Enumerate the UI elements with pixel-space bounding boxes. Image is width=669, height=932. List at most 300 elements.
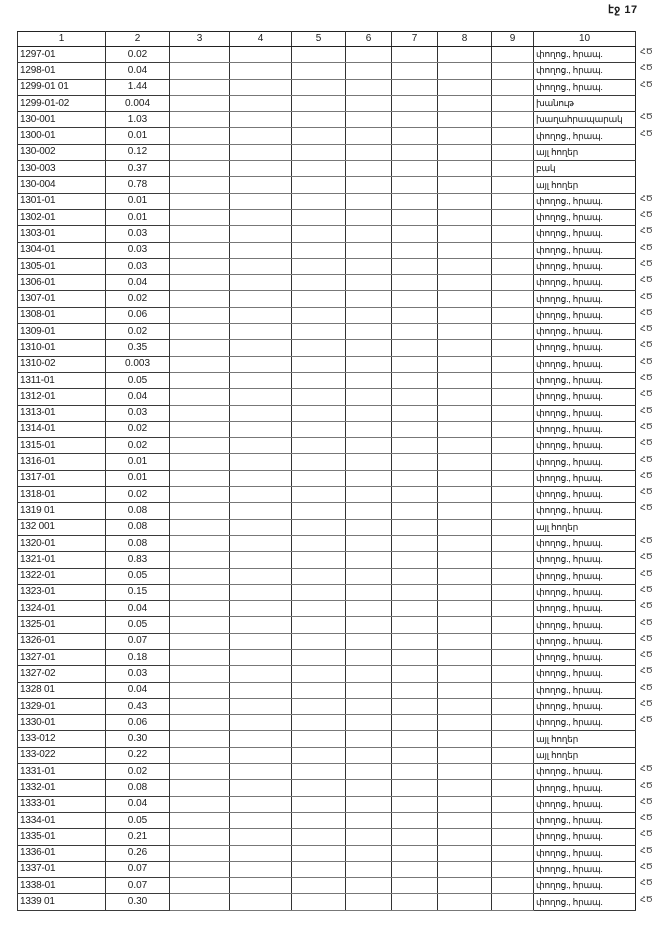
- empty-cell: [346, 177, 392, 193]
- empty-cell: [346, 894, 392, 910]
- empty-cell: [292, 258, 346, 274]
- empty-cell: [230, 47, 292, 63]
- empty-cell: [492, 682, 534, 698]
- empty-cell: [492, 258, 534, 274]
- land-use-cell: փողոց., հրապ.: [534, 63, 636, 79]
- empty-cell: [392, 454, 438, 470]
- empty-cell: [438, 47, 492, 63]
- land-use-cell: փողոց., հրապ.: [534, 812, 636, 828]
- table-row: [18, 601, 636, 617]
- margin-mark: ՀԾ: [640, 666, 653, 676]
- empty-cell: [346, 242, 392, 258]
- empty-cell: [292, 829, 346, 845]
- area-cell: 0.07: [106, 861, 170, 877]
- land-use-cell: փողոց., հրապ.: [534, 193, 636, 209]
- parcel-code-cell: 130-003: [18, 161, 106, 177]
- land-use-cell: փողոց., հրապ.: [534, 454, 636, 470]
- empty-cell: [392, 698, 438, 714]
- table-row: [18, 698, 636, 714]
- empty-cell: [438, 666, 492, 682]
- empty-cell: [346, 552, 392, 568]
- empty-cell: [230, 666, 292, 682]
- table-row: [18, 878, 636, 894]
- parcel-code-cell: 1322-01: [18, 568, 106, 584]
- empty-cell: [292, 812, 346, 828]
- empty-cell: [392, 161, 438, 177]
- area-cell: 0.01: [106, 128, 170, 144]
- margin-mark: ՀԾ: [640, 633, 653, 643]
- empty-cell: [170, 796, 230, 812]
- empty-cell: [346, 780, 392, 796]
- empty-cell: [346, 389, 392, 405]
- land-use-cell: փողոց., հրապ.: [534, 503, 636, 519]
- empty-cell: [346, 829, 392, 845]
- empty-cell: [346, 405, 392, 421]
- parcel-code-cell: 1299-01-02: [18, 95, 106, 111]
- area-cell: 0.06: [106, 715, 170, 731]
- empty-cell: [492, 845, 534, 861]
- empty-cell: [230, 649, 292, 665]
- empty-cell: [230, 454, 292, 470]
- empty-cell: [492, 633, 534, 649]
- parcel-code-cell: 1315-01: [18, 438, 106, 454]
- land-use-cell: խանութ: [534, 95, 636, 111]
- table-row: [18, 764, 636, 780]
- margin-mark: ՀԾ: [640, 454, 653, 464]
- empty-cell: [170, 731, 230, 747]
- empty-cell: [438, 405, 492, 421]
- empty-cell: [170, 764, 230, 780]
- empty-cell: [438, 372, 492, 388]
- empty-cell: [230, 470, 292, 486]
- column-header: 3: [170, 32, 230, 47]
- land-use-cell: փողոց., հրապ.: [534, 666, 636, 682]
- land-use-cell: փողոց., հրապ.: [534, 128, 636, 144]
- empty-cell: [438, 470, 492, 486]
- parcel-code-cell: 1297-01: [18, 47, 106, 63]
- empty-cell: [170, 438, 230, 454]
- parcel-code-cell: 1329-01: [18, 698, 106, 714]
- empty-cell: [292, 307, 346, 323]
- empty-cell: [346, 454, 392, 470]
- table-body: [18, 47, 636, 911]
- empty-cell: [230, 633, 292, 649]
- empty-cell: [170, 894, 230, 910]
- land-use-cell: փողոց., հրապ.: [534, 796, 636, 812]
- empty-cell: [170, 535, 230, 551]
- empty-cell: [230, 258, 292, 274]
- land-use-cell: այլ հողեր: [534, 731, 636, 747]
- table-row: [18, 503, 636, 519]
- empty-cell: [230, 796, 292, 812]
- table-row: [18, 340, 636, 356]
- empty-cell: [292, 487, 346, 503]
- table-row: [18, 552, 636, 568]
- table-row: [18, 535, 636, 551]
- empty-cell: [230, 79, 292, 95]
- empty-cell: [346, 682, 392, 698]
- empty-cell: [492, 405, 534, 421]
- empty-cell: [346, 95, 392, 111]
- land-use-cell: փողոց., հրապ.: [534, 633, 636, 649]
- empty-cell: [170, 79, 230, 95]
- parcel-code-cell: 1327-02: [18, 666, 106, 682]
- margin-mark: ՀԾ: [640, 878, 653, 888]
- land-use-cell: փողոց., հրապ.: [534, 845, 636, 861]
- empty-cell: [438, 356, 492, 372]
- table-row: [18, 682, 636, 698]
- parcel-code-cell: 1317-01: [18, 470, 106, 486]
- empty-cell: [346, 633, 392, 649]
- empty-cell: [492, 731, 534, 747]
- parcel-code-cell: 1305-01: [18, 258, 106, 274]
- table-row: [18, 584, 636, 600]
- area-cell: 0.08: [106, 503, 170, 519]
- empty-cell: [292, 291, 346, 307]
- empty-cell: [438, 649, 492, 665]
- empty-cell: [438, 226, 492, 242]
- table-row: [18, 161, 636, 177]
- empty-cell: [170, 291, 230, 307]
- table-row: [18, 812, 636, 828]
- empty-cell: [292, 226, 346, 242]
- empty-cell: [392, 470, 438, 486]
- empty-cell: [170, 682, 230, 698]
- empty-cell: [292, 95, 346, 111]
- area-cell: 0.03: [106, 242, 170, 258]
- parcel-code-cell: 1326-01: [18, 633, 106, 649]
- margin-mark: ՀԾ: [640, 242, 653, 252]
- table-row: [18, 112, 636, 128]
- land-use-cell: փողոց., հրապ.: [534, 698, 636, 714]
- empty-cell: [230, 405, 292, 421]
- margin-mark: ՀԾ: [640, 356, 653, 366]
- empty-cell: [392, 324, 438, 340]
- empty-cell: [230, 764, 292, 780]
- empty-cell: [392, 307, 438, 323]
- parcel-code-cell: 1321-01: [18, 552, 106, 568]
- empty-cell: [492, 47, 534, 63]
- parcel-code-cell: 1331-01: [18, 764, 106, 780]
- parcel-code-cell: 1303-01: [18, 226, 106, 242]
- empty-cell: [346, 209, 392, 225]
- empty-cell: [170, 503, 230, 519]
- land-use-cell: բակ: [534, 161, 636, 177]
- empty-cell: [492, 649, 534, 665]
- empty-cell: [230, 682, 292, 698]
- table-row: [18, 829, 636, 845]
- empty-cell: [392, 878, 438, 894]
- table-row: [18, 454, 636, 470]
- margin-mark: ՀԾ: [640, 112, 653, 122]
- empty-cell: [492, 95, 534, 111]
- empty-cell: [292, 421, 346, 437]
- parcel-code-cell: 1313-01: [18, 405, 106, 421]
- empty-cell: [492, 79, 534, 95]
- area-cell: 0.21: [106, 829, 170, 845]
- empty-cell: [492, 503, 534, 519]
- empty-cell: [438, 438, 492, 454]
- parcel-code-cell: 1312-01: [18, 389, 106, 405]
- empty-cell: [292, 698, 346, 714]
- area-cell: 0.05: [106, 812, 170, 828]
- empty-cell: [392, 242, 438, 258]
- empty-cell: [346, 503, 392, 519]
- land-use-cell: փողոց., հրապ.: [534, 861, 636, 877]
- land-use-cell: փողոց., հրապ.: [534, 291, 636, 307]
- area-cell: 0.07: [106, 878, 170, 894]
- empty-cell: [230, 829, 292, 845]
- empty-cell: [346, 63, 392, 79]
- empty-cell: [346, 275, 392, 291]
- land-use-cell: փողոց., հրապ.: [534, 242, 636, 258]
- empty-cell: [346, 487, 392, 503]
- empty-cell: [170, 389, 230, 405]
- empty-cell: [346, 112, 392, 128]
- empty-cell: [392, 845, 438, 861]
- margin-mark: ՀԾ: [640, 128, 653, 138]
- land-use-cell: փողոց., հրապ.: [534, 780, 636, 796]
- table-row: [18, 487, 636, 503]
- land-register-table: [17, 31, 636, 911]
- table-row: [18, 568, 636, 584]
- land-use-cell: փողոց., հրապ.: [534, 79, 636, 95]
- empty-cell: [438, 780, 492, 796]
- land-use-cell: այլ հողեր: [534, 177, 636, 193]
- empty-cell: [346, 796, 392, 812]
- empty-cell: [492, 601, 534, 617]
- empty-cell: [438, 617, 492, 633]
- table-row: [18, 845, 636, 861]
- empty-cell: [292, 340, 346, 356]
- empty-cell: [170, 698, 230, 714]
- land-use-cell: փողոց., հրապ.: [534, 649, 636, 665]
- empty-cell: [170, 584, 230, 600]
- empty-cell: [170, 193, 230, 209]
- parcel-code-cell: 1336-01: [18, 845, 106, 861]
- column-header: 4: [230, 32, 292, 47]
- empty-cell: [292, 438, 346, 454]
- area-cell: 0.04: [106, 796, 170, 812]
- margin-mark: ՀԾ: [640, 503, 653, 513]
- table-row: [18, 780, 636, 796]
- area-cell: 0.04: [106, 389, 170, 405]
- land-use-cell: փողոց., հրապ.: [534, 438, 636, 454]
- empty-cell: [438, 812, 492, 828]
- empty-cell: [230, 617, 292, 633]
- empty-cell: [170, 421, 230, 437]
- empty-cell: [170, 780, 230, 796]
- empty-cell: [170, 649, 230, 665]
- area-cell: 0.35: [106, 340, 170, 356]
- empty-cell: [492, 275, 534, 291]
- empty-cell: [346, 764, 392, 780]
- empty-cell: [346, 649, 392, 665]
- land-use-cell: փողոց., հրապ.: [534, 389, 636, 405]
- parcel-code-cell: 1316-01: [18, 454, 106, 470]
- area-cell: 0.30: [106, 731, 170, 747]
- empty-cell: [346, 421, 392, 437]
- margin-mark: ՀԾ: [640, 617, 653, 627]
- empty-cell: [392, 79, 438, 95]
- table-row: [18, 226, 636, 242]
- table-row: [18, 291, 636, 307]
- area-cell: 0.04: [106, 275, 170, 291]
- parcel-code-cell: 1301-01: [18, 193, 106, 209]
- empty-cell: [492, 861, 534, 877]
- table-row: [18, 79, 636, 95]
- land-use-cell: փողոց., հրապ.: [534, 829, 636, 845]
- page-number: էջ 17: [608, 4, 638, 16]
- area-cell: 0.004: [106, 95, 170, 111]
- empty-cell: [492, 568, 534, 584]
- empty-cell: [346, 258, 392, 274]
- empty-cell: [170, 242, 230, 258]
- empty-cell: [346, 79, 392, 95]
- area-cell: 0.04: [106, 601, 170, 617]
- margin-mark: ՀԾ: [640, 47, 653, 56]
- empty-cell: [438, 747, 492, 763]
- table-row: [18, 617, 636, 633]
- land-use-cell: փողոց., հրապ.: [534, 601, 636, 617]
- empty-cell: [438, 421, 492, 437]
- table-row: [18, 193, 636, 209]
- margin-mark: ՀԾ: [640, 650, 653, 660]
- empty-cell: [170, 209, 230, 225]
- empty-cell: [230, 63, 292, 79]
- empty-cell: [346, 470, 392, 486]
- table-row: [18, 372, 636, 388]
- empty-cell: [492, 324, 534, 340]
- empty-cell: [292, 209, 346, 225]
- area-cell: 1.44: [106, 79, 170, 95]
- empty-cell: [492, 193, 534, 209]
- area-cell: 0.04: [106, 63, 170, 79]
- empty-cell: [438, 878, 492, 894]
- empty-cell: [392, 340, 438, 356]
- empty-cell: [392, 112, 438, 128]
- empty-cell: [170, 568, 230, 584]
- empty-cell: [392, 568, 438, 584]
- area-cell: 0.30: [106, 894, 170, 910]
- empty-cell: [438, 63, 492, 79]
- empty-cell: [392, 812, 438, 828]
- empty-cell: [230, 535, 292, 551]
- empty-cell: [292, 666, 346, 682]
- empty-cell: [438, 601, 492, 617]
- empty-cell: [230, 356, 292, 372]
- empty-cell: [230, 519, 292, 535]
- empty-cell: [292, 601, 346, 617]
- empty-cell: [230, 698, 292, 714]
- empty-cell: [392, 764, 438, 780]
- empty-cell: [392, 356, 438, 372]
- empty-cell: [392, 438, 438, 454]
- area-cell: 0.01: [106, 209, 170, 225]
- margin-mark: ՀԾ: [640, 405, 653, 415]
- empty-cell: [230, 845, 292, 861]
- empty-cell: [392, 503, 438, 519]
- margin-mark: ՀԾ: [640, 780, 653, 790]
- margin-mark: ՀԾ: [640, 536, 653, 545]
- area-cell: 0.03: [106, 666, 170, 682]
- parcel-code-cell: 1308-01: [18, 307, 106, 323]
- empty-cell: [392, 829, 438, 845]
- area-cell: 0.22: [106, 747, 170, 763]
- empty-cell: [292, 633, 346, 649]
- land-use-cell: փողոց., հրապ.: [534, 356, 636, 372]
- area-cell: 0.01: [106, 470, 170, 486]
- empty-cell: [492, 747, 534, 763]
- empty-cell: [170, 552, 230, 568]
- land-use-cell: փողոց., հրապ.: [534, 552, 636, 568]
- parcel-code-cell: 1320-01: [18, 535, 106, 551]
- parcel-code-cell: 1310-02: [18, 356, 106, 372]
- parcel-code-cell: 132 001: [18, 519, 106, 535]
- empty-cell: [230, 324, 292, 340]
- empty-cell: [346, 666, 392, 682]
- empty-cell: [492, 878, 534, 894]
- parcel-code-cell: 133-012: [18, 731, 106, 747]
- margin-mark: ՀԾ: [640, 79, 653, 89]
- empty-cell: [492, 389, 534, 405]
- table-row: [18, 438, 636, 454]
- parcel-code-cell: 1335-01: [18, 829, 106, 845]
- area-cell: 0.06: [106, 307, 170, 323]
- empty-cell: [492, 144, 534, 160]
- empty-cell: [230, 291, 292, 307]
- margin-mark: ՀԾ: [640, 226, 653, 236]
- empty-cell: [170, 177, 230, 193]
- area-cell: 0.003: [106, 356, 170, 372]
- empty-cell: [170, 95, 230, 111]
- empty-cell: [292, 845, 346, 861]
- empty-cell: [292, 405, 346, 421]
- empty-cell: [392, 780, 438, 796]
- empty-cell: [292, 324, 346, 340]
- empty-cell: [170, 275, 230, 291]
- area-cell: 0.08: [106, 780, 170, 796]
- land-use-cell: փողոց., հրապ.: [534, 470, 636, 486]
- empty-cell: [438, 829, 492, 845]
- empty-cell: [438, 209, 492, 225]
- empty-cell: [438, 796, 492, 812]
- empty-cell: [230, 552, 292, 568]
- land-use-cell: փողոց., հրապ.: [534, 258, 636, 274]
- empty-cell: [292, 193, 346, 209]
- table-row: [18, 633, 636, 649]
- empty-cell: [438, 112, 492, 128]
- empty-cell: [292, 535, 346, 551]
- empty-cell: [346, 47, 392, 63]
- empty-cell: [392, 258, 438, 274]
- margin-mark: ՀԾ: [640, 275, 653, 285]
- empty-cell: [392, 128, 438, 144]
- empty-cell: [230, 780, 292, 796]
- parcel-code-cell: 1300-01: [18, 128, 106, 144]
- margin-mark: ՀԾ: [640, 829, 653, 839]
- column-header: 8: [438, 32, 492, 47]
- empty-cell: [230, 226, 292, 242]
- empty-cell: [392, 584, 438, 600]
- empty-cell: [346, 812, 392, 828]
- parcel-code-cell: 1330-01: [18, 715, 106, 731]
- table-row: [18, 731, 636, 747]
- empty-cell: [392, 715, 438, 731]
- empty-cell: [170, 454, 230, 470]
- parcel-code-cell: 1339 01: [18, 894, 106, 910]
- margin-mark: ՀԾ: [640, 210, 653, 219]
